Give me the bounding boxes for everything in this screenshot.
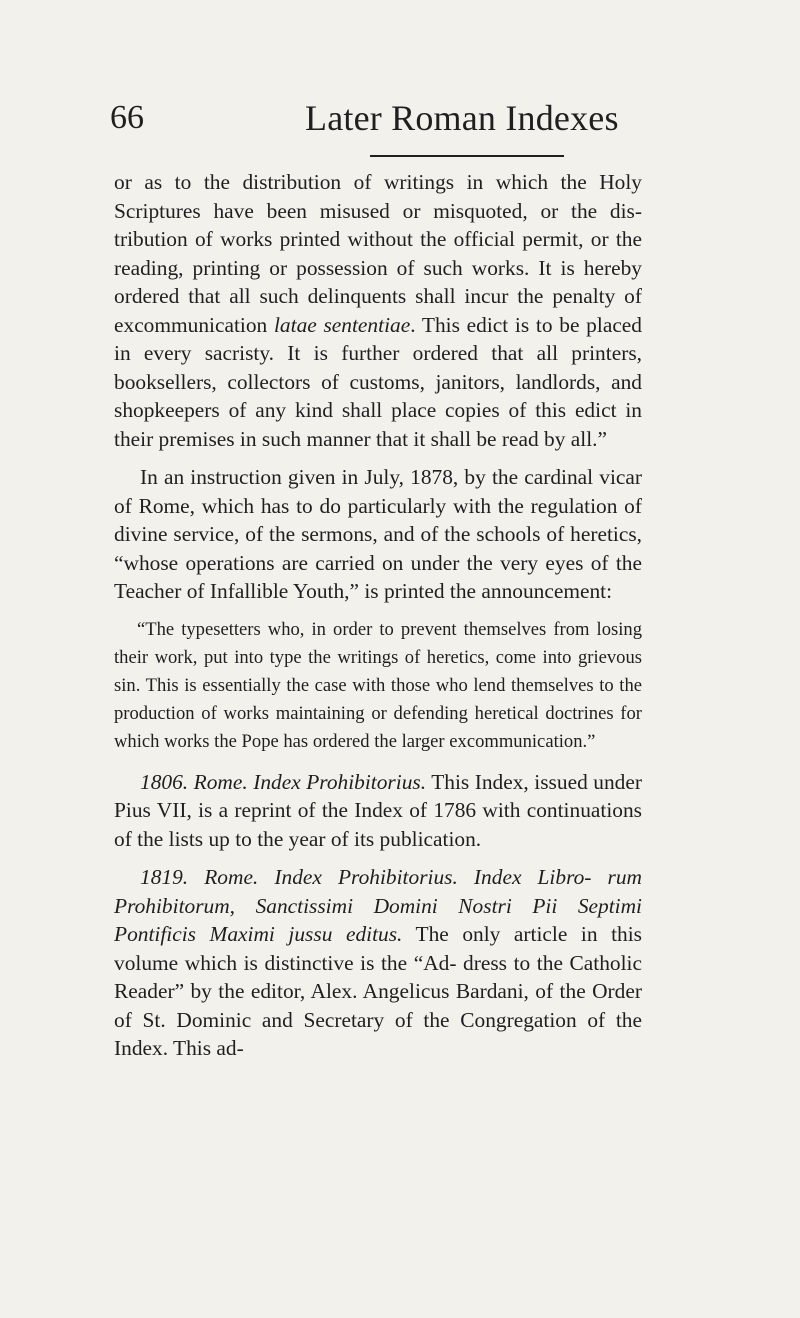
page-body xyxy=(114,168,642,1073)
paragraph-text: This Index, issued under Pius VII, is a reprint of the Index of 1786 with continuations of the lists up to the year of its publication. xyxy=(114,769,642,851)
year-entry: 1819 xyxy=(140,865,183,889)
paragraph-text: . This edict is to be placed in every sacristy. It is further ordered that all printers, booksellers, collectors of customs, janitors, landlords, and shopkeepers of any kind shall place copies of this edict in their premises in such manner that it shall be read by all.” xyxy=(114,312,642,451)
header-rule xyxy=(370,155,564,157)
latin-phrase: latae sententiae xyxy=(273,312,411,337)
index-title: . Rome. Index Prohibitorius. Index Libro- rum Prohibitorum, Sanctissimi Domini Nostri Pii Septimi Pontificis Maximi jussu editus. xyxy=(114,865,642,946)
running-title: Later Roman Indexes xyxy=(305,98,619,138)
page-header xyxy=(110,96,690,144)
paragraph-index-1806 xyxy=(114,768,642,854)
paragraph-index-1819 xyxy=(114,863,642,1063)
paragraph-edict-continuation xyxy=(114,168,642,453)
index-title: . Rome. Index Prohibitorius. xyxy=(182,769,427,794)
page-number: 66 xyxy=(110,99,144,136)
quoted-announcement: “The typesetters who, in order to prevent themselves from losing their work, put into type the writings of heretics, come into grievous sin. This is essentially the case with those who lend themselves to the production of works maintaining or defending heretical doctrines for which works the Pope has ordered the larger excommunication.” xyxy=(114,618,642,752)
paragraph-text: or as to the distribution of writings in which the Holy Scriptures have been misused or misquoted, or the dis- tribution of works printed without the official permit, or the reading, printing or possession of such works. It is hereby ordered that all such delinquents shall incur the penalty of excommunication xyxy=(114,170,642,337)
paragraph-text: The only article in this volume which is distinctive is the “Ad- dress to the Catholic Reader” by the editor, Alex. Angelicus Bardani, of the Order of St. Dominic and Secretary of the Congregation of the Index. This ad- xyxy=(114,922,642,1060)
year-entry: 1806 xyxy=(140,769,183,794)
paragraph-instruction-1878: In an instruction given in July, 1878, by the cardinal vicar of Rome, which has to do particularly with the regulation of divine service, of the sermons, and of the schools of heretics, “whose operations are carried on under the very eyes of the Teacher of Infallible Youth,” is printed the announcement: xyxy=(114,465,642,603)
